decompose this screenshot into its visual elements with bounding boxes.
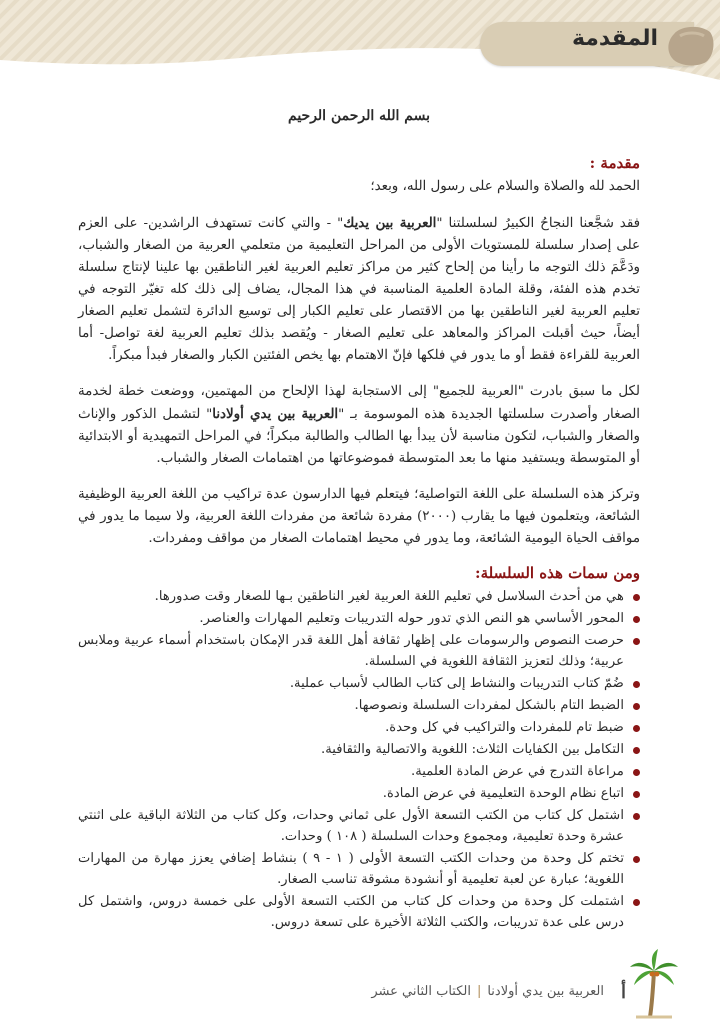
stone-icon (666, 24, 716, 66)
series-title: العربية بين يدي أولادنا (487, 984, 604, 999)
list-item: ضبط تام للمفردات والتراكيب في كل وحدة. (78, 717, 640, 738)
bullet-icon (633, 681, 640, 688)
footer-text (371, 984, 604, 999)
series-name-bold: العربية بين يدي أولادنا (212, 406, 339, 422)
paragraph-3: وتركز هذه السلسلة على اللغة التواصلية؛ فيتعلم فيها الدارسون عدة تراكيب من اللغة العربية الوظيفية الشائعة، ويتعلمون فيها ما يقارب (٢٠٠٠) مفردة شائعة من مفردات اللغة العربية، ولا سيما ما يدور في مواقف الحياة اليومية الشائعة، وما يدور في محيط اهتمامات الصغار من مواقف ومفردات. (78, 487, 640, 546)
main-content (78, 108, 640, 934)
basmala: بسم الله الرحمن الرحيم (288, 108, 430, 124)
paragraph-1: فقد شجَّعنا النجاحُ الكبيرُ لسلسلتنا "العربية بين يديك" - والتي كانت تستهدف الراشدين- على العزم على إصدار سلسلة للمستويات الأولى من المراحل التعليمية من متعلمي العربية من الصغار والشباب، ودَعَّمَ ذلك التوجه ما رأينا من إلحاح كثير من مراكز تعليم العربية لغير الناطقين بها علينا لإنتاج سلسلة تخدم هذه الفئة، وقلة المادة العلمية المناسبة في هذا المجال، يضاف إلى ذلك كله تغيّر التوجه في تعليم العربية لغير الناطقين بها من الاقتصار على تعليم الكبار إلى توسيع الدائرة لتشمل تعليم الصغار أيضاً، حيث أقبلت المراكز والمعاهد على تعليم الصغار - ويُقصد بذلك تعليم العربية لغة تواصل- أما العربية للقراءة فقط أو ما يدور في فلكها فإنّ الاهتمام بها يخص الفئتين الكبار والصغار فبدأ مبكراً. (78, 215, 641, 363)
bullet-icon (633, 856, 640, 863)
bullet-icon (633, 725, 640, 732)
series-name-bold: العربية بين يديك (343, 215, 437, 231)
list-item: المحور الأساسي هو النص الذي تدور حوله التدريبات وتعليم المهارات والعناصر. (78, 608, 640, 629)
bullet-icon (633, 638, 640, 645)
features-heading: ومن سمات هذه السلسلة: (475, 564, 640, 582)
bullet-icon (633, 899, 640, 906)
list-item: اتباع نظام الوحدة التعليمية في عرض المادة. (78, 783, 640, 804)
bullet-icon (633, 813, 640, 820)
list-item: التكامل بين الكفايات الثلاث: اللغوية والاتصالية والثقافية. (78, 739, 640, 760)
book-title: الكتاب الثاني عشر (371, 984, 471, 999)
features-list (78, 586, 640, 933)
bullet-icon (633, 747, 640, 754)
footer-separator: | (476, 984, 482, 999)
bullet-icon (633, 703, 640, 710)
paragraph-2: لكل ما سبق بادرت "العربية للجميع" إلى الاستجابة لهذا الإلحاح من المهتمين، ووضعت خطة لخدمة الصغار وأصدرت سلسلتها الجديدة هذه الموسومة بـ "العربية بين يدي أولادنا" لتشمل الذكور والإناث والصغار والشباب، لتكون مناسبة لأن يبدأ بها الطالب والطالبة مبكراً؛ في المراحل التمهيدية أو الابتدائية أو المتوسطة ويستفيد منها ما بعد المتوسطة فموضوعاتها من اهتمامات الصغار والشباب. (78, 384, 641, 466)
list-item: هي من أحدث السلاسل في تعليم اللغة العربية لغير الناطقين بـها للصغار وقت صدورها. (78, 586, 640, 607)
palm-tree-icon (628, 949, 680, 1019)
page-number: أ (620, 982, 626, 1003)
list-item: ضُمّ كتاب التدريبات والنشاط إلى كتاب الطالب لأسباب عملية. (78, 673, 640, 694)
bullet-icon (633, 791, 640, 798)
bullet-icon (633, 769, 640, 776)
greeting: الحمد لله والصلاة والسلام على رسول الله، وبعد؛ (370, 179, 640, 194)
bullet-icon (633, 594, 640, 601)
list-item: مراعاة التدرج في عرض المادة العلمية. (78, 761, 640, 782)
page-footer (280, 959, 680, 1019)
page-title: المقدمة (571, 26, 658, 51)
list-item: تختم كل وحدة من وحدات الكتب التسعة الأولى ( ١ - ٩ ) بنشاط إضافي يعزز مهارة من المهارات اللغوية؛ عبارة عن لعبة تعليمية أو أنشودة مشوقة تناسب الصغار. (78, 848, 640, 890)
list-item: اشتملت كل وحدة من وحدات كل كتاب من الكتب التسعة الأولى على خمسة دروس، واشتمل كل درس على عدة تدريبات، والكتب الثلاثة الأخيرة على تسعة دروس. (78, 891, 640, 933)
bullet-icon (633, 616, 640, 623)
intro-heading: مقدمة : (589, 154, 640, 172)
list-item: حرصت النصوص والرسومات على إظهار ثقافة أهل اللغة قدر الإمكان باستخدام أسماء عربية وملابس عربية؛ وذلك لتعزيز الثقافة اللغوية في السلسلة. (78, 630, 640, 672)
list-item: اشتمل كل كتاب من الكتب التسعة الأول على ثماني وحدات، وكل كتاب من الثلاثة الباقية على اثنتي عشرة وحدة تعليمية، ومجموع وحدات السلسلة ( ١٠٨ ) وحدات. (78, 805, 640, 847)
list-item: الضبط التام بالشكل لمفردات السلسلة ونصوصها. (78, 695, 640, 716)
